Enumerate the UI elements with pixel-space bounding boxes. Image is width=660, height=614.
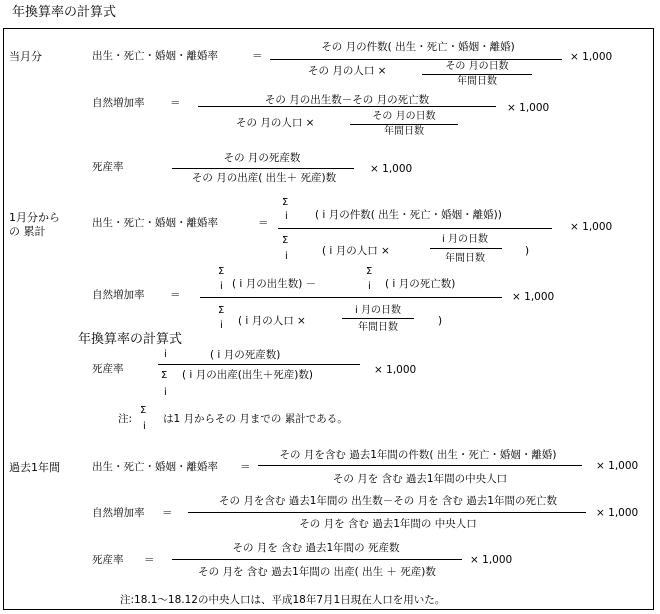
numerator: ( i 月の死産数)	[210, 349, 281, 361]
multiplier: × 1,000	[570, 51, 613, 63]
denominator: ( i 月の出産(出生＋死産)数)	[182, 369, 313, 381]
equals-sign: ＝	[240, 461, 251, 473]
section-label-current-month: 当月分	[9, 50, 42, 63]
numerator-part-b: ( i 月の死亡数)	[385, 278, 456, 290]
sigma-index: i	[164, 349, 167, 360]
denominator: その 月を 含む 過去1年間の中央人口	[332, 473, 508, 485]
sigma-symbol: Σ	[140, 405, 147, 416]
equals-sign: ＝	[170, 289, 181, 301]
multiplier: × 1,000	[596, 507, 639, 519]
label-natural-increase-rate: 自然増加率	[92, 507, 145, 519]
fraction-bar	[198, 106, 496, 107]
numerator: その 月の件数( 出生・死亡・婚姻・離婚)	[321, 41, 515, 53]
equals-sign: ＝	[252, 50, 263, 62]
numerator: その 月を含む 過去1年間の 出生数－その 月を 含む 過去1年間の死亡数	[219, 495, 557, 507]
numerator-part-a: ( i 月の出生数) －	[232, 278, 317, 290]
equals-sign: ＝	[258, 217, 269, 229]
label-birth-death-rate: 出生・死亡・婚姻・離婚率	[92, 217, 218, 229]
days-denominator: 年間日数	[457, 76, 497, 87]
denominator: その 月の人口 ×	[236, 117, 315, 129]
sigma-index: i	[220, 320, 223, 331]
closing-paren: )	[525, 245, 530, 257]
sigma-index: i	[285, 211, 288, 222]
sigma-index: i	[285, 251, 288, 262]
sigma-symbol: Σ	[218, 266, 225, 277]
closing-paren: )	[438, 315, 443, 327]
numerator: その 月を含む 過去1年間の件数( 出生・死亡・婚姻・離婚)	[279, 449, 557, 461]
fraction-bar	[172, 559, 462, 560]
days-fraction-bar	[350, 124, 458, 125]
page-title: 年換算率の計算式	[12, 5, 117, 20]
fraction-bar	[278, 228, 552, 229]
label-stillbirth-rate: 死産率	[92, 554, 124, 566]
denominator: その 月を 含む 過去1年間の 出産( 出生 ＋ 死産)数	[198, 566, 436, 578]
section-label-cumulative: 1月分から	[9, 211, 60, 224]
days-denominator: 年間日数	[358, 322, 398, 333]
multiplier: × 1,000	[596, 460, 639, 472]
multiplier: × 1,000	[370, 163, 413, 175]
sigma-symbol: Σ	[282, 197, 289, 208]
equals-sign: ＝	[162, 507, 173, 519]
fraction-bar	[188, 512, 586, 513]
days-fraction-bar	[342, 318, 414, 319]
numerator: その 月の死産数	[223, 152, 301, 164]
label-natural-increase-rate: 自然増加率	[92, 97, 145, 109]
multiplier: × 1,000	[512, 291, 555, 303]
equals-sign: ＝	[144, 554, 155, 566]
label-stillbirth-rate: 死産率	[92, 363, 124, 375]
section-label-past-year: 過去1年間	[9, 461, 60, 474]
sigma-symbol: Σ	[218, 305, 225, 316]
days-numerator: i 月の日数	[442, 234, 488, 245]
sigma-symbol: Σ	[282, 235, 289, 246]
denominator: ( i 月の人口 ×	[322, 245, 390, 257]
fraction-bar	[158, 364, 360, 365]
duplicate-title: 年換算率の計算式	[78, 332, 183, 347]
sigma-index: i	[143, 421, 146, 432]
fraction-bar	[172, 168, 354, 169]
label-birth-death-rate: 出生・死亡・婚姻・離婚率	[92, 50, 218, 62]
section-label-cumulative-2: の 累計	[9, 225, 46, 238]
fraction-bar	[258, 465, 582, 466]
numerator: その 月を 含む 過去1年間の 死産数	[232, 542, 400, 554]
denominator: その 月を 含む 過去1年間の 中央人口	[299, 518, 477, 530]
fraction-bar	[200, 297, 502, 298]
footnote: 注:18.1～18.12の中央人口は、平成18年7月1日現在人口を用いた。	[120, 594, 446, 606]
multiplier: × 1,000	[470, 554, 513, 566]
note-prefix: 注:	[118, 413, 133, 425]
denominator: その 月の出産( 出生＋ 死産)数	[191, 172, 337, 184]
equals-sign: ＝	[170, 97, 181, 109]
multiplier: × 1,000	[570, 221, 613, 233]
multiplier: × 1,000	[374, 364, 417, 376]
label-natural-increase-rate: 自然増加率	[92, 289, 145, 301]
days-fraction-bar	[422, 74, 532, 75]
sigma-symbol: Σ	[366, 266, 373, 277]
note-text: は1 月からその 月までの 累計である。	[163, 413, 348, 425]
multiplier: × 1,000	[507, 102, 550, 114]
sigma-symbol: Σ	[161, 370, 168, 381]
denominator: その 月の人口 ×	[308, 65, 387, 77]
sigma-index: i	[368, 281, 371, 292]
days-denominator: 年間日数	[445, 253, 485, 264]
label-stillbirth-rate: 死産率	[92, 161, 124, 173]
label-birth-death-rate: 出生・死亡・婚姻・離婚率	[92, 461, 218, 473]
days-numerator: i 月の日数	[355, 305, 401, 316]
sigma-index: i	[220, 281, 223, 292]
denominator: ( i 月の人口 ×	[238, 315, 306, 327]
numerator: ( i 月の件数( 出生・死亡・婚姻・離婚))	[315, 209, 502, 221]
fraction-bar	[270, 59, 562, 60]
days-fraction-bar	[430, 248, 502, 249]
days-numerator: その 月の日数	[372, 111, 436, 122]
days-numerator: その 月の日数	[445, 61, 509, 72]
days-denominator: 年間日数	[384, 126, 424, 137]
sigma-index: i	[164, 387, 167, 398]
numerator: その 月の出生数－その 月の死亡数	[264, 94, 430, 106]
